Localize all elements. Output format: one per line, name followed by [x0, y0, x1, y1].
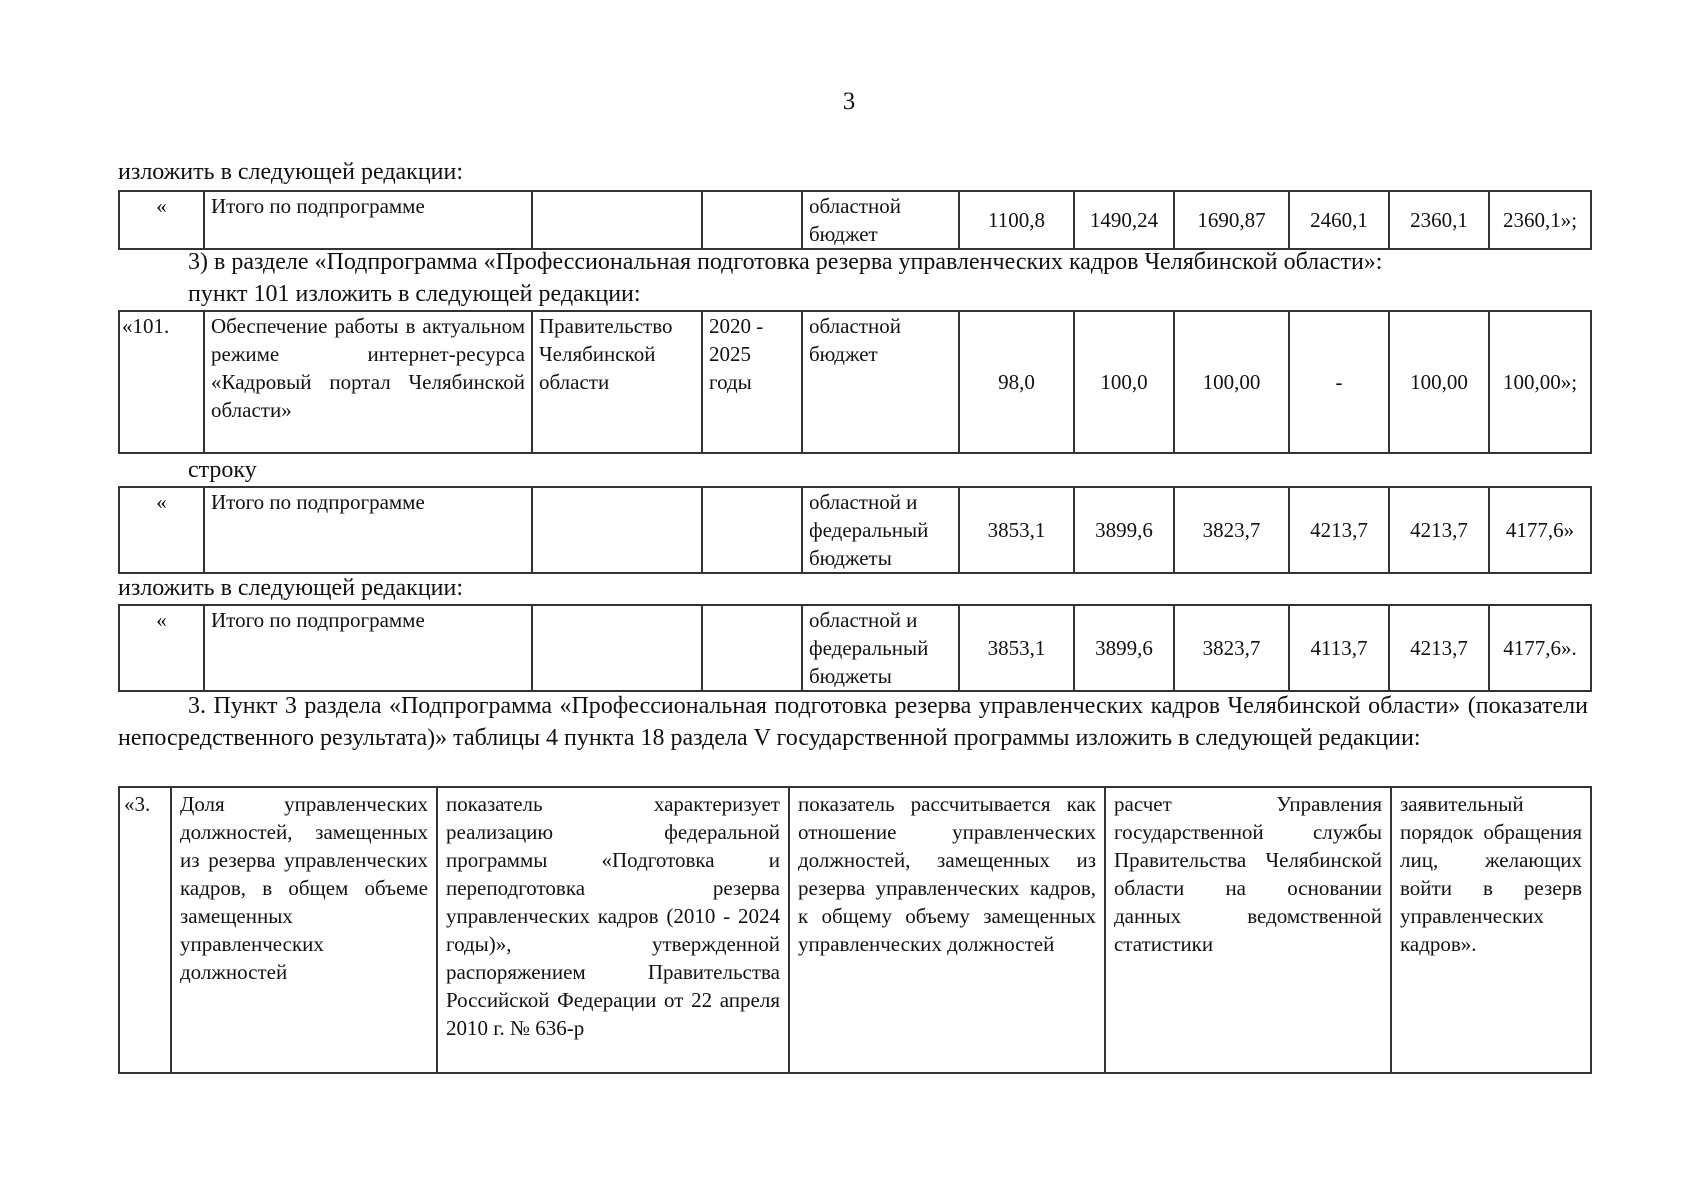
indicator-description: показатель характеризует реализацию федеральной программы «Подготовка и переподготовка резерва управленческих кадров (2010 - 2024 годы)», утвержденной распоряжением Правительства Российской Федерации от 22 апреля 2010 г. № 636-р [437, 787, 789, 1073]
total-table-new [118, 604, 1592, 692]
total-table-old [118, 486, 1592, 574]
value-cell: 2460,1 [1289, 191, 1389, 249]
section-3-heading: 3) в разделе «Подпрограмма «Профессиональная подготовка резерва управленческих кадров Челябинской области»: [188, 249, 1383, 275]
empty-cell [702, 605, 802, 691]
value-cell: 100,00 [1174, 311, 1289, 453]
quote-mark: « [119, 487, 204, 573]
collection-order: заявительный порядок обращения лиц, желающих войти в резерв управленческих кадров». [1391, 787, 1591, 1073]
indicator-table [118, 786, 1592, 1074]
empty-cell [532, 487, 702, 573]
value-cell: 3823,7 [1174, 605, 1289, 691]
data-source: расчет Управления государственной службы Правительства Челябинской области на основании данных ведомственной статистики [1105, 787, 1391, 1073]
row-name: Итого по подпрограмме [204, 487, 532, 573]
value-cell: 4113,7 [1289, 605, 1389, 691]
empty-cell [702, 191, 802, 249]
section-3-subheading: пункт 101 изложить в следующей редакции: [188, 281, 641, 307]
value-cell: 3823,7 [1174, 487, 1289, 573]
budget-source: областной и федеральный бюджеты [802, 605, 959, 691]
value-cell: 3899,6 [1074, 605, 1174, 691]
intro-text-1: изложить в следующей редакции: [118, 159, 464, 185]
stroku-label: строку [188, 457, 257, 483]
value-cell: 3853,1 [959, 605, 1074, 691]
value-cell: 2360,1»; [1489, 191, 1591, 249]
item-number: «3. [119, 787, 171, 1073]
empty-cell [532, 191, 702, 249]
item-years: 2020 - 2025 годы [702, 311, 802, 453]
value-cell: 100,00 [1389, 311, 1489, 453]
budget-source: областной бюджет [802, 191, 959, 249]
value-cell: 1490,24 [1074, 191, 1174, 249]
empty-cell [702, 487, 802, 573]
budget-source: областной и федеральный бюджеты [802, 487, 959, 573]
calculation-method: показатель рассчитывается как отношение управленческих должностей, замещенных из резерва управленческих кадров, к общему объему замещенных управленческих должностей [789, 787, 1105, 1073]
value-cell: 3853,1 [959, 487, 1074, 573]
item-name: Обеспечение работы в актуальном режиме интернет-ресурса «Кадровый портал Челябинской области» [204, 311, 532, 453]
quote-mark: « [119, 191, 204, 249]
value-cell: 1690,87 [1174, 191, 1289, 249]
section-4-paragraph: 3. Пункт 3 раздела «Подпрограмма «Профессиональная подготовка резерва управленческих кадров Челябинской области» (показатели непосредственного результата)» таблицы 4 пункта 18 раздела V государственной программы изложить в следующей редакции: [118, 693, 1588, 751]
value-cell: 100,00»; [1489, 311, 1591, 453]
budget-source: областной бюджет [802, 311, 959, 453]
value-cell: 4213,7 [1389, 605, 1489, 691]
value-cell: 4213,7 [1389, 487, 1489, 573]
value-cell: 2360,1 [1389, 191, 1489, 249]
value-cell: 1100,8 [959, 191, 1074, 249]
total-table-1 [118, 190, 1592, 250]
value-cell: 3899,6 [1074, 487, 1174, 573]
value-cell: 4177,6» [1489, 487, 1591, 573]
value-cell: 4213,7 [1289, 487, 1389, 573]
value-cell: - [1289, 311, 1389, 453]
value-cell: 4177,6». [1489, 605, 1591, 691]
indicator-name: Доля управленческих должностей, замещенных из резерва управленческих кадров, в общем объеме замещенных управленческих должностей [171, 787, 437, 1073]
item-101-table [118, 310, 1592, 454]
row-name: Итого по подпрограмме [204, 191, 532, 249]
value-cell: 100,0 [1074, 311, 1174, 453]
quote-mark: « [119, 605, 204, 691]
empty-cell [532, 605, 702, 691]
item-number: «101. [119, 311, 204, 453]
page-number: 3 [842, 88, 856, 115]
value-cell: 98,0 [959, 311, 1074, 453]
intro-text-2: изложить в следующей редакции: [118, 575, 464, 601]
item-executor: Правительство Челябинской области [532, 311, 702, 453]
row-name: Итого по подпрограмме [204, 605, 532, 691]
